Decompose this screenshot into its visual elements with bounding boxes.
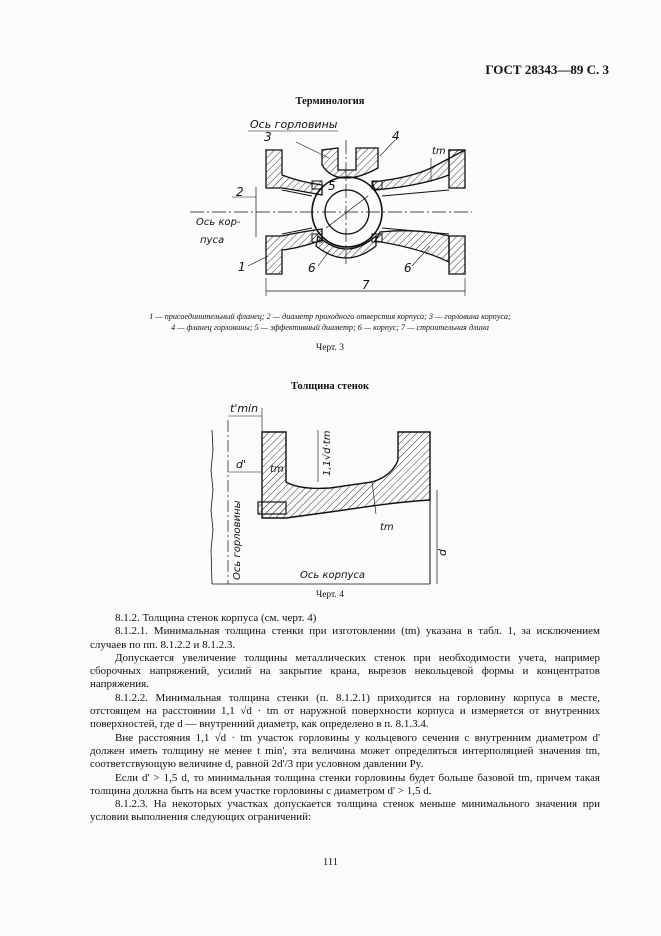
figure4-drawing [0, 390, 661, 590]
fig3-body-axis-label-1: Ось кор- [196, 217, 241, 228]
paragraph-6: Если d' > 1,5 d, то минимальная толщина стенки горловины будет больше базовой tm, причем такая толщина должна быть на всем участке горловины с диаметром d' > 1,5 d. [90, 771, 600, 797]
fig4-tm2-label: tm [380, 522, 394, 533]
body-text [90, 612, 600, 825]
paragraph-5: Вне расстояния 1,1 √d · tm участок горловины у кольцевого сечения с внутренним диаметром d' должен иметь толщину не менее t min', эта величина может определяться интерполяцией значения tm, соответствующую величине d, равной 2d'/3 при условном давлении Py. [90, 731, 600, 771]
fig3-label-2: 2 [236, 185, 244, 199]
paragraph-3: Допускается увеличение толщины металлических стенок при необходимости учета, например сборочных напряжений, усилий на закрытие крана, вырезов некольцевой формы и концентратов напряжения. [90, 651, 600, 691]
figure3-drawing [0, 0, 661, 340]
fig3-label-5: 5 [328, 179, 336, 193]
fig3-label-6b: 6 [404, 261, 412, 275]
figure4-title: Толщина стенок [290, 381, 370, 392]
figure4-caption: Черт. 4 [316, 590, 344, 600]
fig4-d-label: d [436, 549, 449, 556]
paragraph-4: 8.1.2.2. Минимальная толщина стенки (п. 8.1.2.1) приходится на горловину корпуса в месте, отстоящем на расстоянии 1,1 √d · tm от наружной поверхности корпуса и измеряется от внутренних поверхностей, где d — внутренний диаметр, как определено в п. 8.1.3.4. [90, 691, 600, 731]
fig4-body-axis-label: Ось корпуса [300, 570, 366, 581]
fig4-tm1-label: tm [270, 464, 284, 475]
page-header: ГОСТ 28343—89 С. 3 [485, 62, 609, 77]
fig3-label-7: 7 [362, 278, 370, 292]
figure3-caption: Черт. 3 [316, 343, 344, 353]
figure3-legend [50, 311, 610, 333]
page-number: 111 [323, 857, 338, 868]
fig3-tm-label: tm [432, 146, 446, 157]
fig3-body-axis-label-2: пуса [200, 235, 225, 246]
fig4-tmin-label: t'min [230, 402, 259, 415]
fig3-label-1: 1 [238, 260, 246, 274]
fig3-label-6a: 6 [308, 261, 316, 275]
fig3-neck-axis-label: Ось горловины [250, 118, 338, 131]
fig4-dprime-label: d' [236, 458, 247, 471]
fig3-label-3: 3 [264, 130, 272, 144]
figure3-title: Терминология [295, 96, 365, 107]
paragraph-7: 8.1.2.3. На некоторых участках допускается толщина стенок меньше минимального значения при условии выполнения следующих ограничений: [90, 798, 600, 824]
paragraph-1: 8.1.2. Толщина стенок корпуса (см. черт. 4) [115, 612, 317, 624]
figure3-legend-line2: 4 — фланец горловины; 5 — эффективный диаметр; 6 — корпус; 7 — строительная длина [171, 323, 489, 332]
figure3-legend-line1: 1 — присоединительный фланец; 2 — диаметр проходного отверстия корпуса; 3 — горловина корпуса; [149, 312, 511, 321]
fig4-formula-label: 1,1√d·tm [322, 430, 333, 476]
paragraph-2: 8.1.2.1. Минимальная толщина стенки при изготовлении (tm) указана в табл. 1, за исключением случаев по пп. 8.1.2.2 и 8.1.2.3. [90, 625, 600, 651]
fig3-label-4: 4 [392, 129, 400, 143]
fig4-neck-axis-label: Ось горловины [232, 500, 243, 580]
